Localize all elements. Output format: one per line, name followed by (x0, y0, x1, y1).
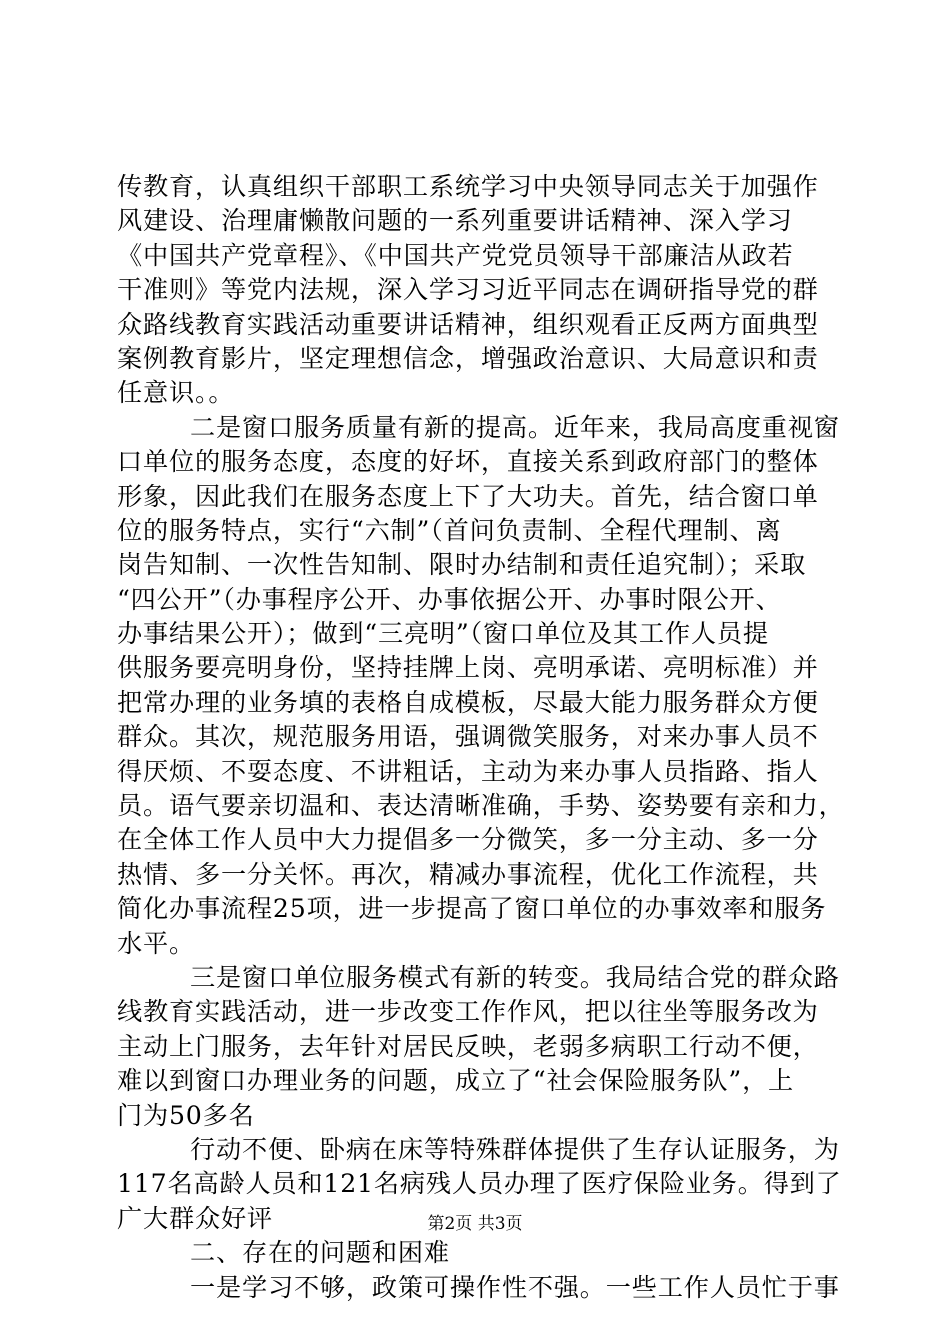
page-footer (0, 1214, 950, 1234)
text-line: 简化办事流程25项，进一步提高了窗口单位的办事效率和服务 (117, 894, 827, 924)
text-line: 行动不便、卧病在床等特殊群体提供了生存认证服务，为 (190, 1134, 840, 1164)
text-line: 干准则》等党内法规，深入学习习近平同志在调研指导党的群 (117, 275, 819, 305)
text-line: 位的服务特点，实行“六制”（首问负责制、全程代理制、离 (117, 515, 782, 545)
text-line: 一是学习不够，政策可操作性不强。一些工作人员忙于事 (190, 1272, 840, 1302)
page-number: 第2页 共3页 (427, 1214, 523, 1234)
text-line: 口单位的服务态度，态度的好坏，直接关系到政府部门的整体 (117, 447, 819, 477)
text-line: 风建设、治理庸懒散问题的一系列重要讲话精神、深入学习 (117, 206, 793, 236)
text-line: 案例教育影片，坚定理想信念，增强政治意识、大局意识和责 (117, 343, 819, 373)
text-line: 办事结果公开）；做到“三亮明”（窗口单位及其工作人员提 (117, 619, 769, 649)
text-line: 任意识。。 (117, 378, 235, 408)
text-line: 《中国共产党章程》、《中国共产党党员领导干部廉洁从政若 (117, 240, 794, 270)
text-line: 在全体工作人员中大力提倡多一分微笑，多一分主动、多一分 (117, 825, 819, 855)
text-line: 把常办理的业务填的表格自成模板，尽最大能力服务群众方便 (117, 687, 819, 717)
text-line: 线教育实践活动，进一步改变工作作风，把以往坐等服务改为 (117, 997, 819, 1027)
text-line: 热情、多一分关怀。再次，精减办事流程，优化工作流程，共 (117, 859, 819, 889)
text-line: 形象，因此我们在服务态度上下了大功夫。首先，结合窗口单 (117, 481, 819, 511)
text-line: 广大群众好评 (117, 1203, 273, 1233)
text-line: 供服务要亮明身份，坚持挂牌上岗、亮明承诺、亮明标准）并 (117, 653, 819, 683)
text-line: 难以到窗口办理业务的问题，成立了“社会保险服务队”，上 (117, 1066, 795, 1096)
text-line: 员。语气要亲切温和、表达清晰准确，手势、姿势要有亲和力， (117, 791, 845, 821)
text-line: 岗告知制、一次性告知制、限时办结制和责任追究制）；采取 (117, 550, 807, 580)
text-line: 二是窗口服务质量有新的提高。近年来，我局高度重视窗 (190, 412, 840, 442)
text-line: 117名高龄人员和121名病残人员办理了医疗保险业务。得到了 (117, 1169, 842, 1199)
text-line: 门为50多名 (117, 1100, 255, 1130)
text-line: 众路线教育实践活动重要讲话精神，组织观看正反两方面典型 (117, 309, 819, 339)
text-line: 传教育，认真组织干部职工系统学习中央领导同志关于加强作 (117, 172, 819, 201)
text-line: 群众。其次，规范服务用语，强调微笑服务，对来办事人员不 (117, 722, 819, 752)
text-line: 主动上门服务，去年针对居民反映，老弱多病职工行动不便， (117, 1031, 819, 1061)
text-line: 三是窗口单位服务模式有新的转变。我局结合党的群众路 (190, 962, 840, 992)
text-line: “四公开”（办事程序公开、办事依据公开、办事时限公开、 (117, 584, 782, 614)
text-line: 得厌烦、不耍态度、不讲粗话，主动为来办事人员指路、指人 (117, 756, 819, 786)
text-line: 二、存在的问题和困难 (190, 1238, 450, 1268)
text-line: 水平。 (117, 928, 195, 958)
document-body (117, 170, 847, 1305)
